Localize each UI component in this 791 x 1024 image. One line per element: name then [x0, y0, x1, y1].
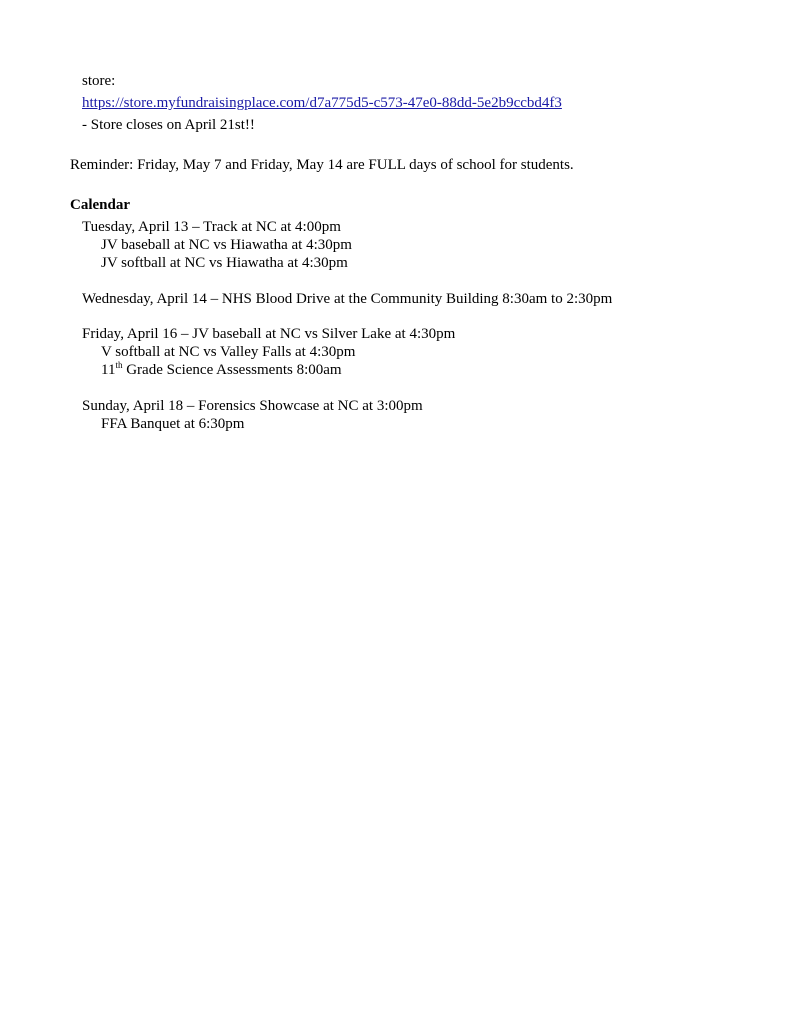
- reminder-text: Reminder: Friday, May 7 and Friday, May 14 are FULL days of school for students.: [70, 157, 574, 173]
- store-link[interactable]: https://store.myfundraisingplace.com/d7a775d5-c573-47e0-88dd-5e2b9ccbd4f3: [82, 95, 562, 111]
- calendar-sunday-main: Sunday, April 18 – Forensics Showcase at NC at 3:00pm: [82, 398, 423, 414]
- calendar-sunday-item: FFA Banquet at 6:30pm: [101, 416, 245, 432]
- calendar-friday-grade-assessment: [101, 361, 342, 379]
- calendar-tuesday-main: Tuesday, April 13 – Track at NC at 4:00pm: [82, 219, 341, 235]
- store-label: store:: [82, 73, 116, 89]
- calendar-tuesday-item: JV softball at NC vs Hiawatha at 4:30pm: [101, 255, 348, 271]
- calendar-heading: Calendar: [70, 197, 130, 213]
- store-closing-note: - Store closes on April 21st!!: [82, 117, 255, 133]
- grade-assessment-text: Grade Science Assessments 8:00am: [122, 362, 342, 378]
- grade-number: 11: [101, 362, 116, 378]
- grade-ordinal-suffix: th: [115, 360, 123, 370]
- calendar-wednesday-main: Wednesday, April 14 – NHS Blood Drive at the Community Building 8:30am to 2:30pm: [82, 291, 613, 307]
- calendar-friday-item: V softball at NC vs Valley Falls at 4:30pm: [101, 344, 356, 360]
- calendar-tuesday-item: JV baseball at NC vs Hiawatha at 4:30pm: [101, 237, 352, 253]
- calendar-friday-main: Friday, April 16 – JV baseball at NC vs Silver Lake at 4:30pm: [82, 326, 456, 342]
